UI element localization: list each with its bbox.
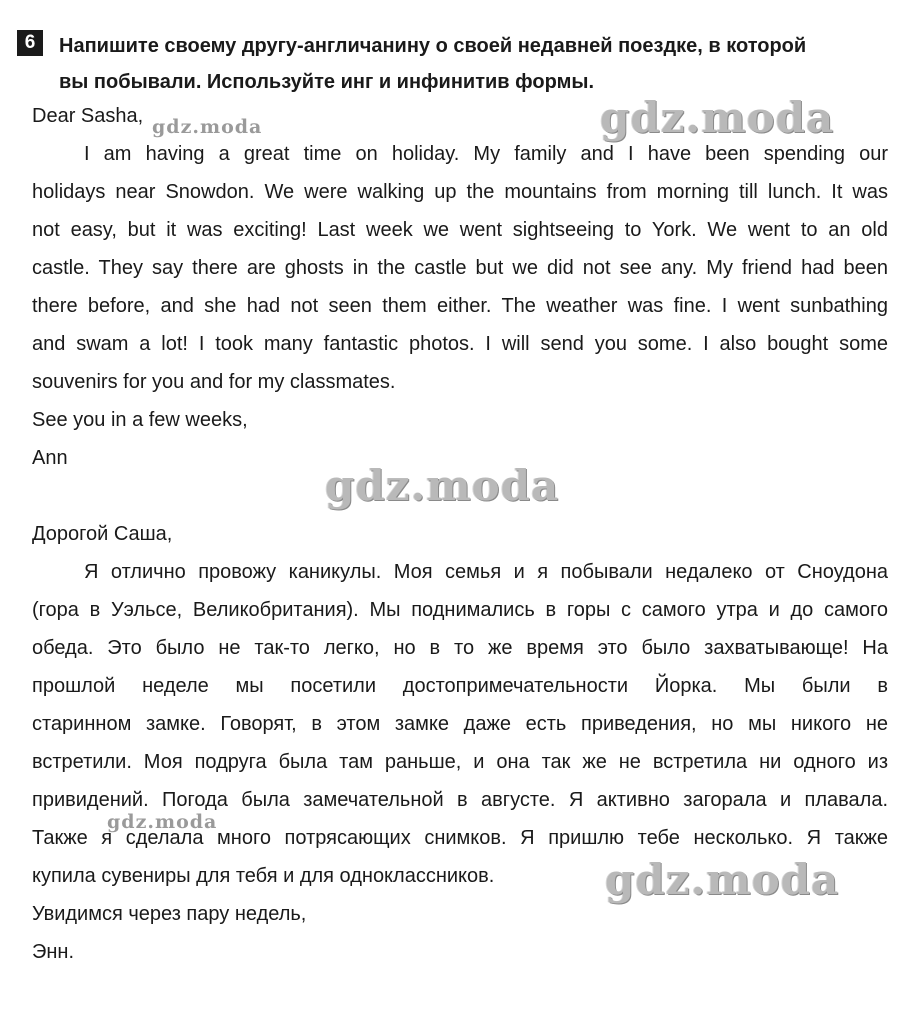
russian-line: прошлой неделе мы посетили достопримечательности Йорка. Мы были в — [32, 675, 888, 697]
task-number: 6 — [17, 30, 43, 56]
russian-signature: Энн. — [32, 941, 75, 963]
english-line: souvenirs for you and for my classmates. — [32, 371, 396, 393]
watermark: gdz.moda — [325, 461, 560, 510]
task-instruction-line-2: вы побывали. Используйте инг и инфинитив формы. — [59, 71, 594, 93]
english-line: not easy, but it was exciting! Last week we went sightseeing to York. We went to an old — [32, 219, 888, 241]
english-line: holidays near Snowdon. We were walking up the mountains from morning till lunch. It was — [32, 181, 888, 203]
russian-line: Также я сделала много потрясающих снимков. Я пришлю тебе несколько. Я также — [32, 827, 888, 849]
task-header — [17, 28, 891, 100]
watermark: gdz.moda — [152, 116, 263, 138]
russian-closing: Увидимся через пару недель, — [32, 903, 307, 925]
russian-line: (гора в Уэльсе, Великобритания). Мы поднимались в горы с самого утра и до самого — [32, 599, 888, 621]
watermark: gdz.moda — [600, 93, 835, 142]
english-closing: See you in a few weeks, — [32, 409, 248, 431]
task-instruction — [59, 28, 891, 100]
russian-line: старинном замке. Говорят, в этом замке даже есть приведения, но мы никого не — [32, 713, 888, 735]
watermark: gdz.moda — [107, 811, 218, 833]
english-line: I am having a great time on holiday. My family and I have been spending our — [84, 143, 888, 165]
russian-line: встретили. Моя подруга была там раньше, и она так же не встретила ни одного из — [32, 751, 888, 773]
english-greeting: Dear Sasha, — [32, 105, 144, 127]
russian-line: Я отлично провожу каникулы. Моя семья и я побывали недалеко от Сноудона — [84, 561, 888, 583]
task-instruction-line-1: Напишите своему другу-англичанину о своей недавней поездке, в которой — [59, 35, 807, 57]
english-line: castle. They say there are ghosts in the castle but we did not see any. My friend had been — [32, 257, 888, 279]
russian-line: купила сувениры для тебя и для одноклассников. — [32, 865, 495, 887]
watermark: gdz.moda — [605, 855, 840, 904]
english-line: and swam a lot! I took many fantastic photos. I will send you some. I also bought some — [32, 333, 888, 355]
russian-greeting: Дорогой Саша, — [32, 523, 173, 545]
russian-line: обеда. Это было не так-то легко, но в то же время это было захватывающе! На — [32, 637, 888, 659]
russian-line: привидений. Погода была замечательной в августе. Я активно загорала и плавала. — [32, 789, 888, 811]
english-line: there before, and she had not seen them either. The weather was fine. I went sunbathing — [32, 295, 888, 317]
english-signature: Ann — [32, 447, 68, 469]
